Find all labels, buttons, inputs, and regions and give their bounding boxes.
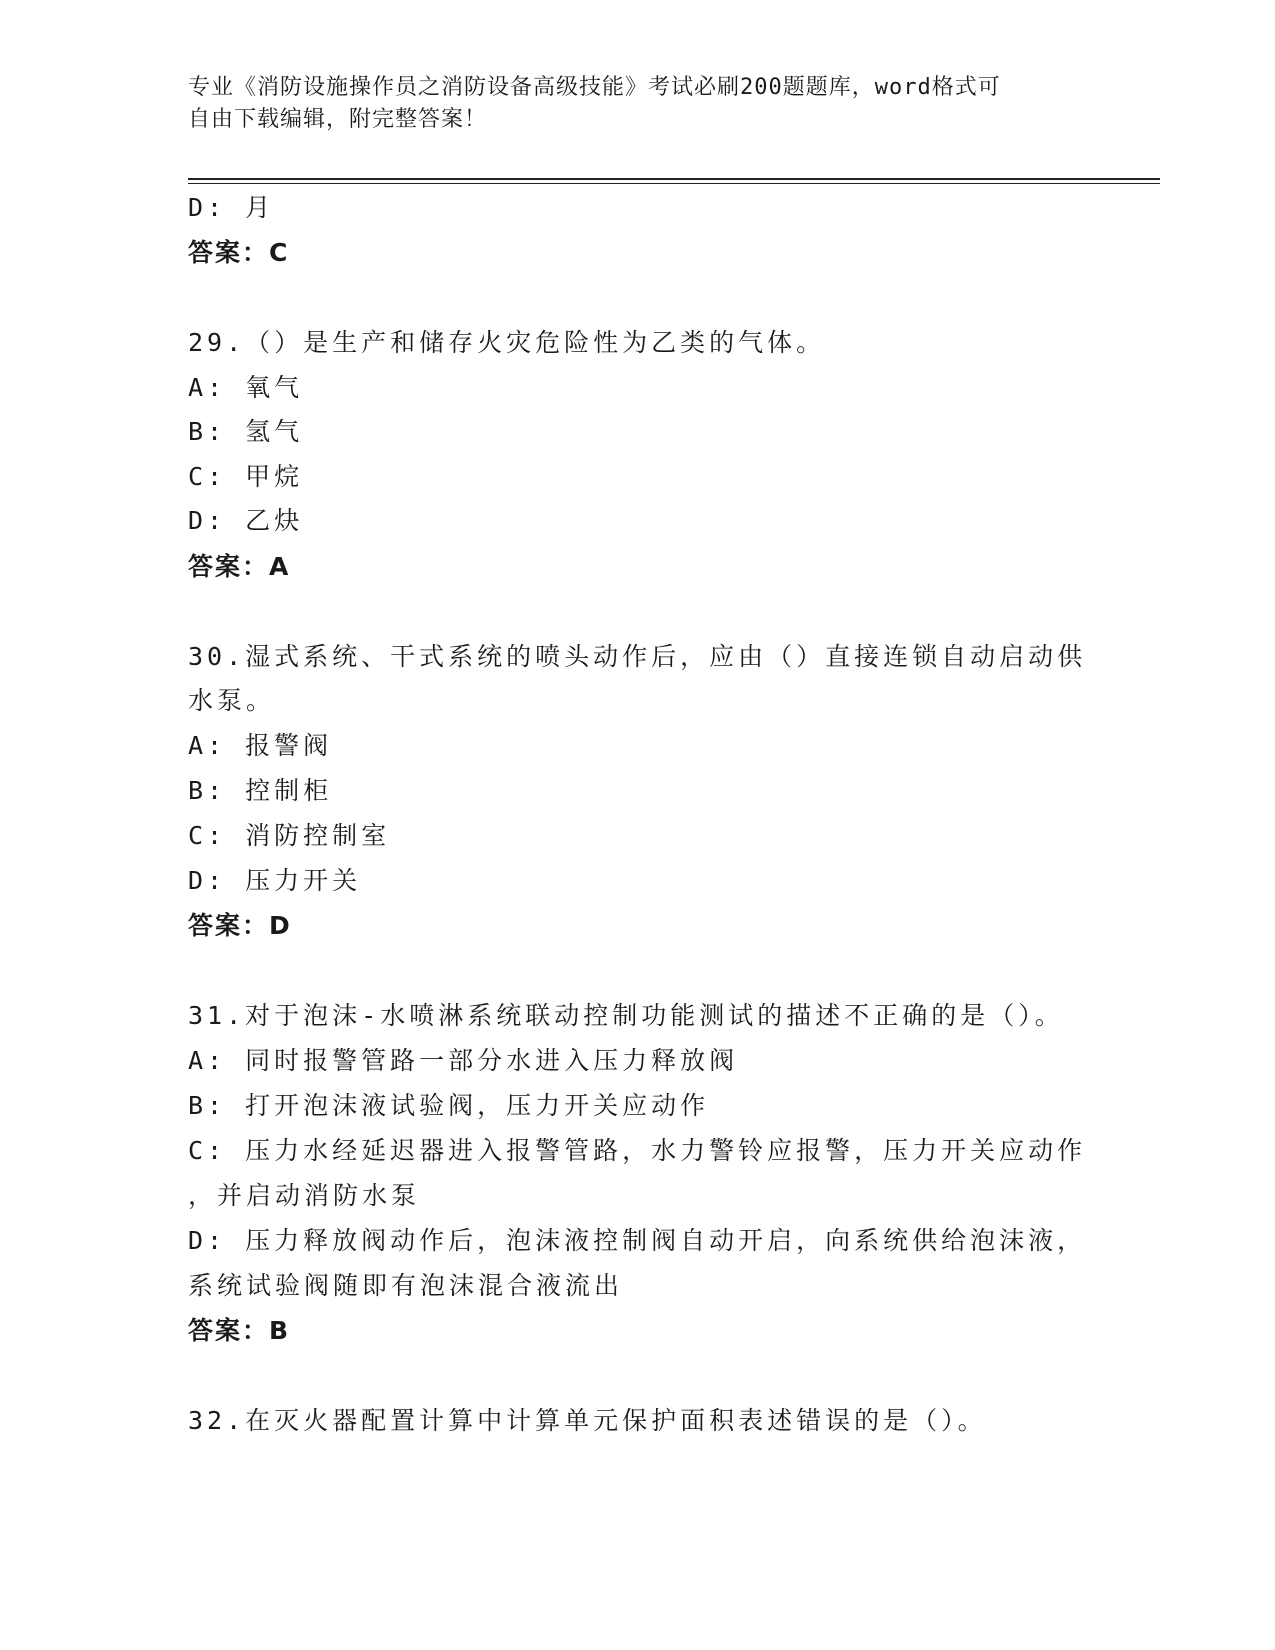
q30-option-d: D: 压力开关 (188, 866, 362, 895)
q30-answer: 答案：D (188, 911, 292, 940)
q29-answer: 答案：A (188, 552, 291, 581)
header-line-2: 自由下载编辑，附完整答案！ (188, 107, 488, 132)
header-divider-thin (188, 183, 1160, 184)
q30-option-b: B: 控制柜 (188, 776, 333, 805)
q31-option-b: B: 打开泡沫液试验阀，压力开关应动作 (188, 1091, 710, 1120)
q30-option-c: C: 消防控制室 (188, 821, 391, 850)
q28-answer: 答案：C (188, 238, 290, 267)
q31-option-c-line-2: ，并启动消防水泵 (188, 1181, 421, 1210)
q31-option-d-line-2: 系统试验阀随即有泡沫混合液流出 (188, 1271, 624, 1300)
q32-stem: 32.在灭火器配置计算中计算单元保护面积表述错误的是（）。 (188, 1406, 987, 1435)
q31-stem: 31.对于泡沫-水喷淋系统联动控制功能测试的描述不正确的是（）。 (188, 1001, 1064, 1030)
q30-stem-line-1: 30.湿式系统、干式系统的喷头动作后，应由（）直接连锁自动启动供 (188, 642, 1087, 671)
q28-option-d: D: 月 (188, 193, 275, 222)
q31-option-c-line-1: C: 压力水经延迟器进入报警管路，水力警铃应报警，压力开关应动作 (188, 1136, 1087, 1165)
document-header (188, 72, 1068, 136)
q31-answer: 答案：B (188, 1316, 291, 1345)
q30-stem-line-2: 水泵。 (188, 686, 276, 715)
q29-option-d: D: 乙炔 (188, 506, 304, 535)
q31-option-d-line-1: D: 压力释放阀动作后，泡沫液控制阀自动开启，向系统供给泡沫液， (188, 1226, 1087, 1255)
q29-option-c: C: 甲烷 (188, 462, 304, 491)
q29-stem: 29.（）是生产和储存火灾危险性为乙类的气体。 (188, 328, 826, 357)
q30-option-a: A: 报警阀 (188, 731, 333, 760)
q31-option-a: A: 同时报警管路一部分水进入压力释放阀 (188, 1046, 739, 1075)
q29-option-b: B: 氢气 (188, 417, 304, 446)
q29-option-a: A: 氧气 (188, 373, 304, 402)
header-divider-thick (188, 178, 1160, 180)
header-line-1: 专业《消防设施操作员之消防设备高级技能》考试必刷200题题库，word格式可 (188, 75, 1001, 100)
